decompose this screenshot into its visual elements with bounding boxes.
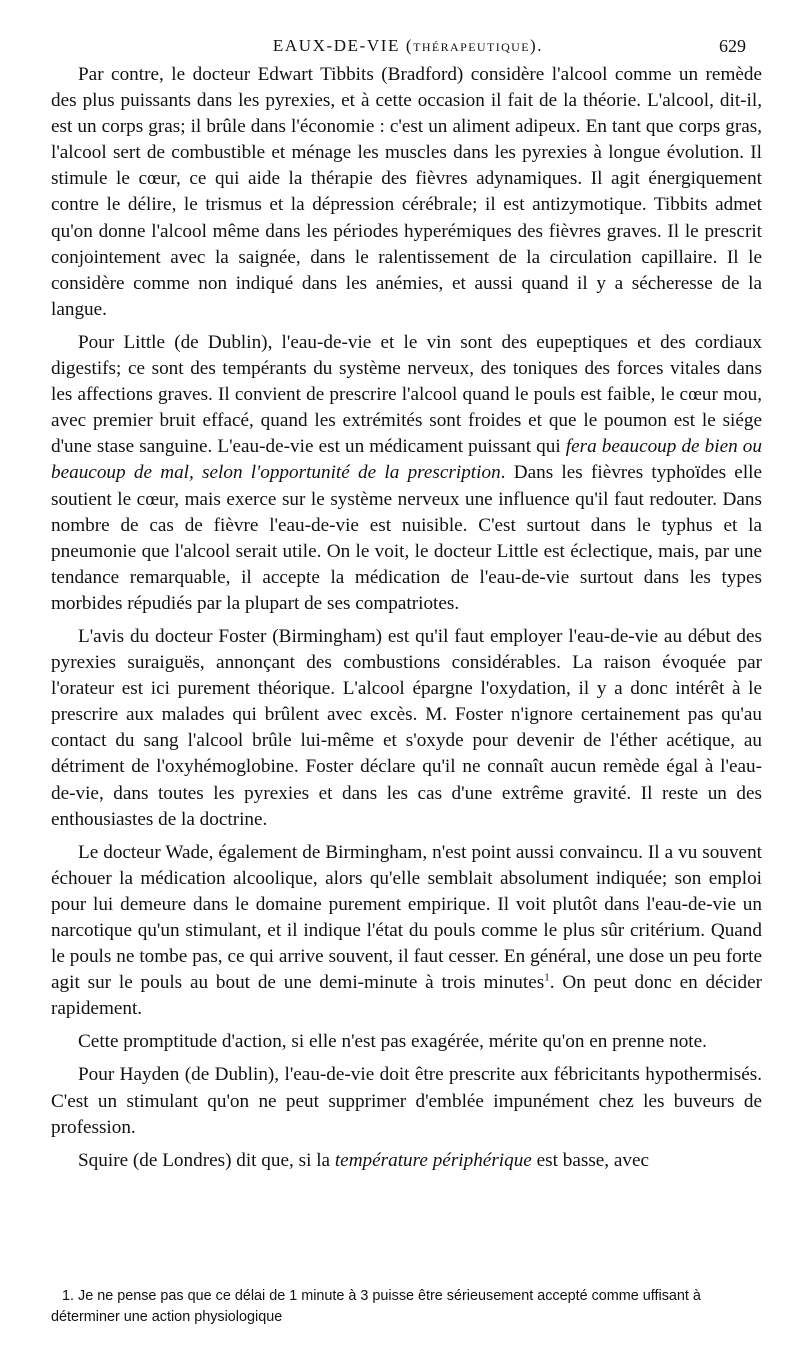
footnote-reference[interactable]: 1 <box>544 971 550 984</box>
running-title <box>56 36 760 56</box>
page-number: 629 <box>719 36 746 56</box>
paragraph-text: Pour Hayden (de Dublin), l'eau-de-vie doit être prescrite aux fébricitants hypothermisés. C'est un stimulant qu'on ne peut supprimer d'emblée impunément chez les buveurs de profession. <box>51 1064 762 1138</box>
italic-phrase: température périphérique <box>334 1149 532 1171</box>
paragraph-wade <box>51 840 762 1023</box>
running-title-paren-open: ( <box>400 36 414 55</box>
paragraph-hayden <box>51 1062 762 1140</box>
paragraph-text: Pour Little (de Dublin), l'eau-de-vie et le vin sont des eupeptiques et des cordiaux digestifs; ce sont des tempérants du système nerveux, des toniques des forces vitales dans les affections graves. Il convient de prescrire l'alcool quand le pouls est faible, le cœur mou, avec premier bruit effacé, quand les extrémités sont froides et que le poumon est le siége d'une stase sanguine. L'eau-de-vie est un médicament puissant qui <box>51 331 762 458</box>
paragraph-squire <box>51 1148 762 1174</box>
paragraph-text: Le docteur Wade, également de Birmingham, n'est point aussi convaincu. Il a vu souvent échouer la médication alcoolique, alors qu'elle semblait absolument indiquée; son emploi pour lui demeure dans le domaine purement empirique. Il voit plutôt dans l'eau-de-vie un narcotique qu'un stimulant, et il indique l'état du pouls comme le plus sûr critérium. Quand le pouls ne tombe pas, ce qui arrive souvent, il faut cesser. En général, une dose un peu forte agit sur le pouls au bout de une demi-minute à trois minutes <box>51 841 762 994</box>
running-title-main: EAUX-DE-VIE <box>272 36 400 55</box>
footnote-text: 1. Je ne pense pas que ce délai de 1 minute à 3 puisse être sérieusement accepté comme uffisant à déterminer une action physiologique <box>51 1288 701 1325</box>
paragraph-text: Squire (de Londres) dit que, si la <box>78 1149 335 1171</box>
paragraph-promptitude <box>51 1029 762 1055</box>
paragraph-text: Cette promptitude d'action, si elle n'est pas exagérée, mérite qu'on en prenne note. <box>78 1031 707 1053</box>
paragraph-text: . On peut donc en décider rapidement. <box>51 972 762 1020</box>
paragraph-text: L'avis du docteur Foster (Birmingham) est qu'il faut employer l'eau-de-vie au début des pyrexies suraiguës, annonçant des combustions considérables. La raison évoquée par l'orateur est ici purement théorique. L'alcool épargne l'oxydation, il y a donc intérêt à le prescrire aux malades qui brûlent avec excès. M. Foster n'ignore certainement pas qu'au contact du sang l'alcool brûle lui-même et s'oxyde pour devenir de l'éther acétique, au détriment de l'oxyhémoglobine. Foster déclare qu'il ne connaît aucun remède égal à l'eau-de-vie, dans toutes les pyrexies et dans les cas d'une extrême gravité. Il reste un des enthousiastes de la doctrine. <box>51 625 762 830</box>
running-title-sub: THÉRAPEUTIQUE <box>413 40 530 54</box>
paragraph-little <box>51 330 762 617</box>
main-text <box>51 62 762 1181</box>
paragraph-foster <box>51 624 762 833</box>
paragraph-text: . Dans les fièvres typhoïdes elle soutient le cœur, mais exerce sur le système nerveux une influence qu'il faut redouter. Dans nombre de cas de fièvre l'eau-de-vie est nuisible. C'est surtout dans le typhus et la pneumonie que l'alcool serait utile. On le voit, le docteur Little est éclectique, mais, par une tendance remarquable, il accepte la médication de l'eau-de-vie surtout dans les types morbides répudiés par la plupart de ses compatriotes. <box>51 462 762 614</box>
footnote <box>51 1286 762 1328</box>
italic-phrase: fera beaucoup de bien ou beaucoup de mal, selon l'opportunité de la prescription <box>51 436 762 484</box>
paragraph-tibbits <box>51 62 762 323</box>
running-header <box>56 34 760 60</box>
paragraph-text: est basse, avec <box>531 1149 650 1171</box>
running-title-paren-close: ). <box>529 36 544 55</box>
paragraph-text: Par contre, le docteur Edwart Tibbits (Bradford) considère l'alcool comme un remède des plus puissants dans les pyrexies, et à cette occasion il fait de la théorie. L'alcool, dit-il, est un corps gras; il brûle dans l'économie : c'est un aliment adipeux. En tant que corps gras, l'alcool sert de combustible et ménage les muscles dans les pyrexies à longue évolution. Il stimule le cœur, ce qui aide la thérapie des fièvres adynamiques. Il agit énergiquement contre le délire, le trismus et la dépression cérébrale; il est antizymotique. Tibbits admet qu'on donne l'alcool même dans les périodes hyperémiques des fièvres graves. Il le prescrit conjointement avec la saignée, dans le ralentissement de la circulation capillaire. Il le considère comme non indiqué dans les anémies, et aussi quand il y a sécheresse de la langue. <box>51 64 762 320</box>
